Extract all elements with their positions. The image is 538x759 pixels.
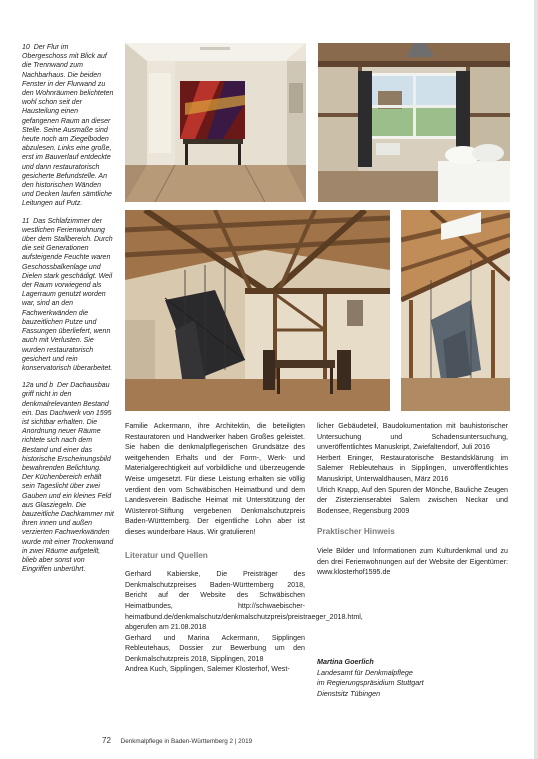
caption-text: Der Dachausbau griff nicht in den denkmalrelevanten Bestand ein. Das Dachwerk von 1595 ist sichtbar erhalten. Die Anordnung neuer Räume richtete sich nach dem Bestand und einer das historische Erscheinungsbild bewahrenden Belichtung. Der Küchenbereich erhält sein Tageslicht über zwei Gauben und ein kleines Feld aus Glasziegeln. Die bauzeitliche Dachkammer mit ihren innen und außen verzierten Fachwerkwänden wurde mit einer Trockenwand in zwei Räume aufgeteilt, blieb aber sonst von Eingriffen unberührt. [22,382,114,574]
caption-text: Das Schlafzimmer der westlichen Ferienwohnung über dem Stallbereich. Durch die seit Generationen aufsteigende Feuchte waren Geschossbalkenlage und Dielen stark geschädigt. Weil der Raum vorwiegend als Lagerraum genutzt worden war, sind an den Fachwerkwänden die bauzeitlichen Putze und Fassungen überliefert, wenn auch mit Verlusten. Sie wurden restauratorisch gesichert und rein konservatorisch überarbeitet. [22,217,113,372]
photo-attic-spiral-stair [401,210,510,411]
reference-item: Gerhard und Marina Ackermann, Sipplingen Rebleutehaus, Dossier zur Bewerbung um den Denkmalschutzpreis 2018, Sipplingen, 2018 [125,633,305,663]
caption-number: 11 [22,217,30,225]
author-affiliation: im Regierungspräsidium Stuttgart [317,678,424,687]
reference-item: Andrea Kuch, Sipplingen, Salemer Klosterhof, West- [125,665,290,674]
text-column-2 [317,421,508,578]
reference-item: Ulrich Knapp, Auf den Spuren der Mönche, Bauliche Zeugen der Zisterzienserabtei Salem zwischen Neckar und Bodensee, Regensburg 2009 [317,485,508,515]
reference-item: licher Gebäudeteil, Baudokumentation mit bauhistorischer Untersuchung und Schadensuntersuchung, unveröffentlichtes Manuskript, Zwiefaltendorf, Juli 2016 [317,422,508,452]
author-affiliation: Dienstsitz Tübingen [317,688,381,698]
caption-11 [22,217,114,373]
caption-12 [22,381,114,574]
page-number: 72 [102,736,111,745]
practical-hint-text: Viele Bilder und Informationen zum Kulturdenkmal und zu den drei Ferienwohnungen auf der Website der Eigentümer: www.klosterhof1595.de [317,546,508,577]
photo-attic-stair [125,210,390,411]
caption-column [22,43,114,582]
section-heading-literature: Literatur und Quellen [125,550,208,560]
reference-item: Herbert Eninger, Restauratorische Bestandsklärung im Salemer Rebleutehaus in Sipplingen, unveröffentlichtes Manuskript, Unterwaldhausen, März 2016 [317,453,508,483]
author-affiliation: Landesamt für Denkmalpflege [317,667,413,677]
section-heading-practical-hint: Praktischer Hinweis [317,527,395,537]
author-name: Martina Goerlich [317,657,374,666]
photo-bedroom [318,43,510,202]
caption-10 [22,43,114,209]
reference-item: Gerhard Kabierske, Die Preisträger des Denkmalschutzpreises Baden-Württemberg 2018, Bericht auf der Website des Schwäbischen Heimatbundes, http://schwaebischer-heimatbund.de/denkmalschutz/denkmalschutzpreis/preistraeger_2018.html, abgerufen am 21.08.2018 [125,570,363,632]
page-edge [534,0,538,759]
page-footer [102,736,252,745]
caption-number: 10 [22,44,30,51]
journal-title: Denkmalpflege in Baden-Württemberg 2 | 2019 [120,738,253,745]
photo-hallway [125,43,306,202]
caption-text: Der Flur im Obergeschoss mit Blick auf die Trennwand zum Nachbarhaus. Die beiden Fenster in der Flurwand zu den Wohnräumen belichteten wohl schon seit der Hausteilung einen gefangenen Raum an dieser Stelle. Seine Ausmaße sind heute noch am Ziegelboden abzulesen. Links eine große, erst im Bauverlauf entdeckte und dann restauratorisch gesicherte Befundstelle. An den historischen Wänden und Decken laufen sämtliche Leitungen auf Putz. [22,44,114,208]
body-paragraph: Familie Ackermann, ihre Architektin, die beteiligten Restauratoren und Handwerker haben Großes geleistet. Sie haben die denkmalpflegerischen Grundsätze des weitgehenden Erhalts und der Form-, Werk- und Materialgerechtigkeit auf vorbildliche und überzeugende Weise umgesetzt. Für diese Leistung erhalten sie völlig verdient den vom Schwäbischen Heimatbund und dem Landesverein Badische Heimat mit Unterstützung der Wüstenrot-Stiftung vergebenen Denkmalschutzpreis Baden-Württemberg. Der eigentliche Lohn aber ist dieses wunderbare Haus. Wir gratulieren! [125,422,305,536]
caption-number: 12a und b [22,382,54,390]
author-block [317,657,424,699]
